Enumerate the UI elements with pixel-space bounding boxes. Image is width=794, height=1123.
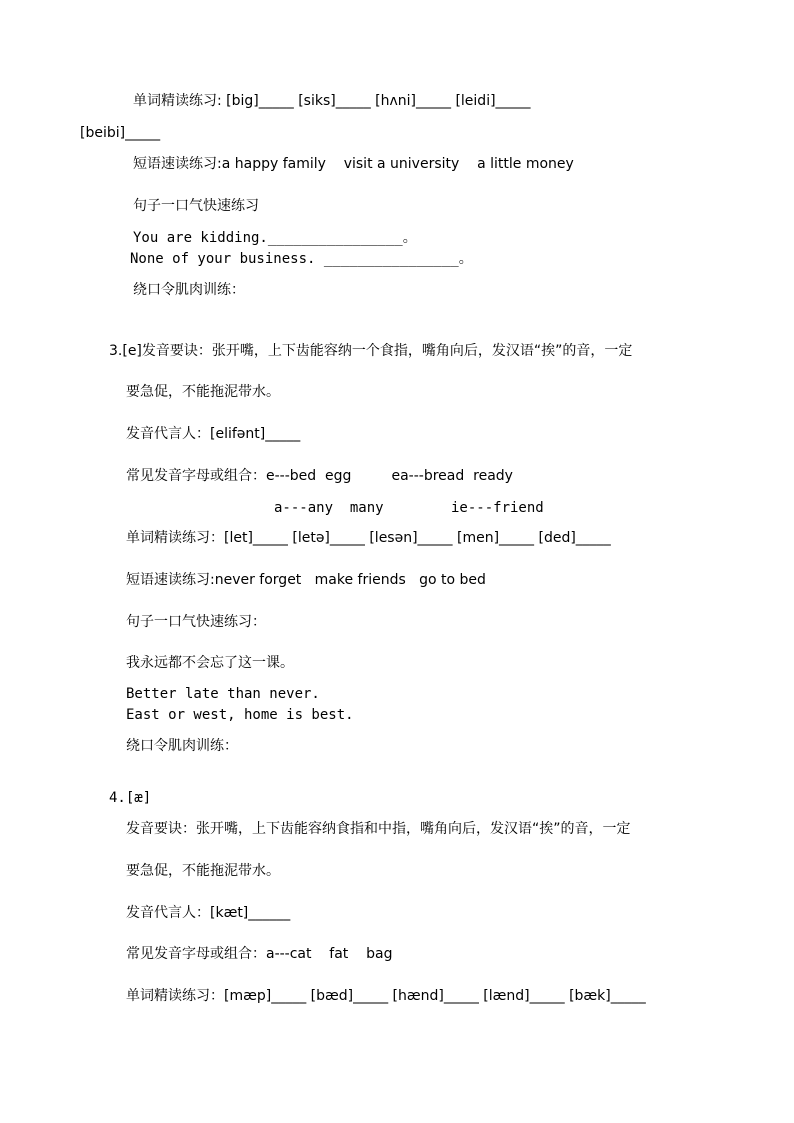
section-3-sentence-2: East or west, home is best. <box>126 707 354 723</box>
sentence-line-2: None of your business. ________________。 <box>130 251 473 267</box>
section-3-letters-line-1: 常见发音字母或组合：e---bed egg ea---bread ready <box>126 468 513 484</box>
section-3-letters-line-2: a---any many ie---friend <box>274 500 544 516</box>
section-3-sentence-1: Better late than never. <box>126 686 320 702</box>
tongue-twister-label: 绕口令肌肉训练： <box>133 282 245 298</box>
section-3-sentence-heading: 句子一口气快速练习： <box>126 614 266 630</box>
section-3-title-cont: 要急促，不能拖泥带水。 <box>126 384 280 400</box>
section-3-phrase-drill: 短语速读练习:never forget make friends go to bed <box>126 572 486 588</box>
word-drill-line-continued: [beibi]_____ <box>80 125 161 141</box>
section-3-title: 3.[e]发音要诀：张开嘴，上下齿能容纳一个食指，嘴角向后，发汉语“挨”的音，一定 <box>109 343 633 359</box>
phrase-drill-line: 短语速读练习:a happy family visit a university a little money <box>133 156 574 172</box>
word-drill-line: 单词精读练习: [big]_____ [siks]_____ [hʌni]_____ [leidi]_____ <box>133 93 531 109</box>
sentence-drill-heading: 句子一口气快速练习 <box>133 198 259 214</box>
sentence-line-1: You are kidding.________________。 <box>133 230 417 246</box>
section-4-letters: 常见发音字母或组合：a---cat fat bag <box>126 946 393 962</box>
section-3-sentence-cn: 我永远都不会忘了这一课。 <box>126 655 294 671</box>
section-4-tip-line-2: 要急促，不能拖泥带水。 <box>126 863 280 879</box>
section-4-spokesperson: 发音代言人：[kæt]______ <box>126 905 291 921</box>
section-3-word-drill: 单词精读练习：[let]_____ [letə]_____ [lesən]_____ [men]_____ [ded]_____ <box>126 530 611 546</box>
section-3-spokesperson: 发音代言人：[elifənt]_____ <box>126 426 301 442</box>
section-4-title: 4.[æ] <box>109 790 152 806</box>
section-4-word-drill: 单词精读练习：[mæp]_____ [bæd]_____ [hænd]_____ [lænd]_____ [bæk]_____ <box>126 988 646 1004</box>
section-4-tip-line-1: 发音要诀：张开嘴，上下齿能容纳食指和中指，嘴角向后，发汉语“挨”的音，一定 <box>126 821 631 837</box>
section-3-tongue-twister: 绕口令肌肉训练： <box>126 738 238 754</box>
